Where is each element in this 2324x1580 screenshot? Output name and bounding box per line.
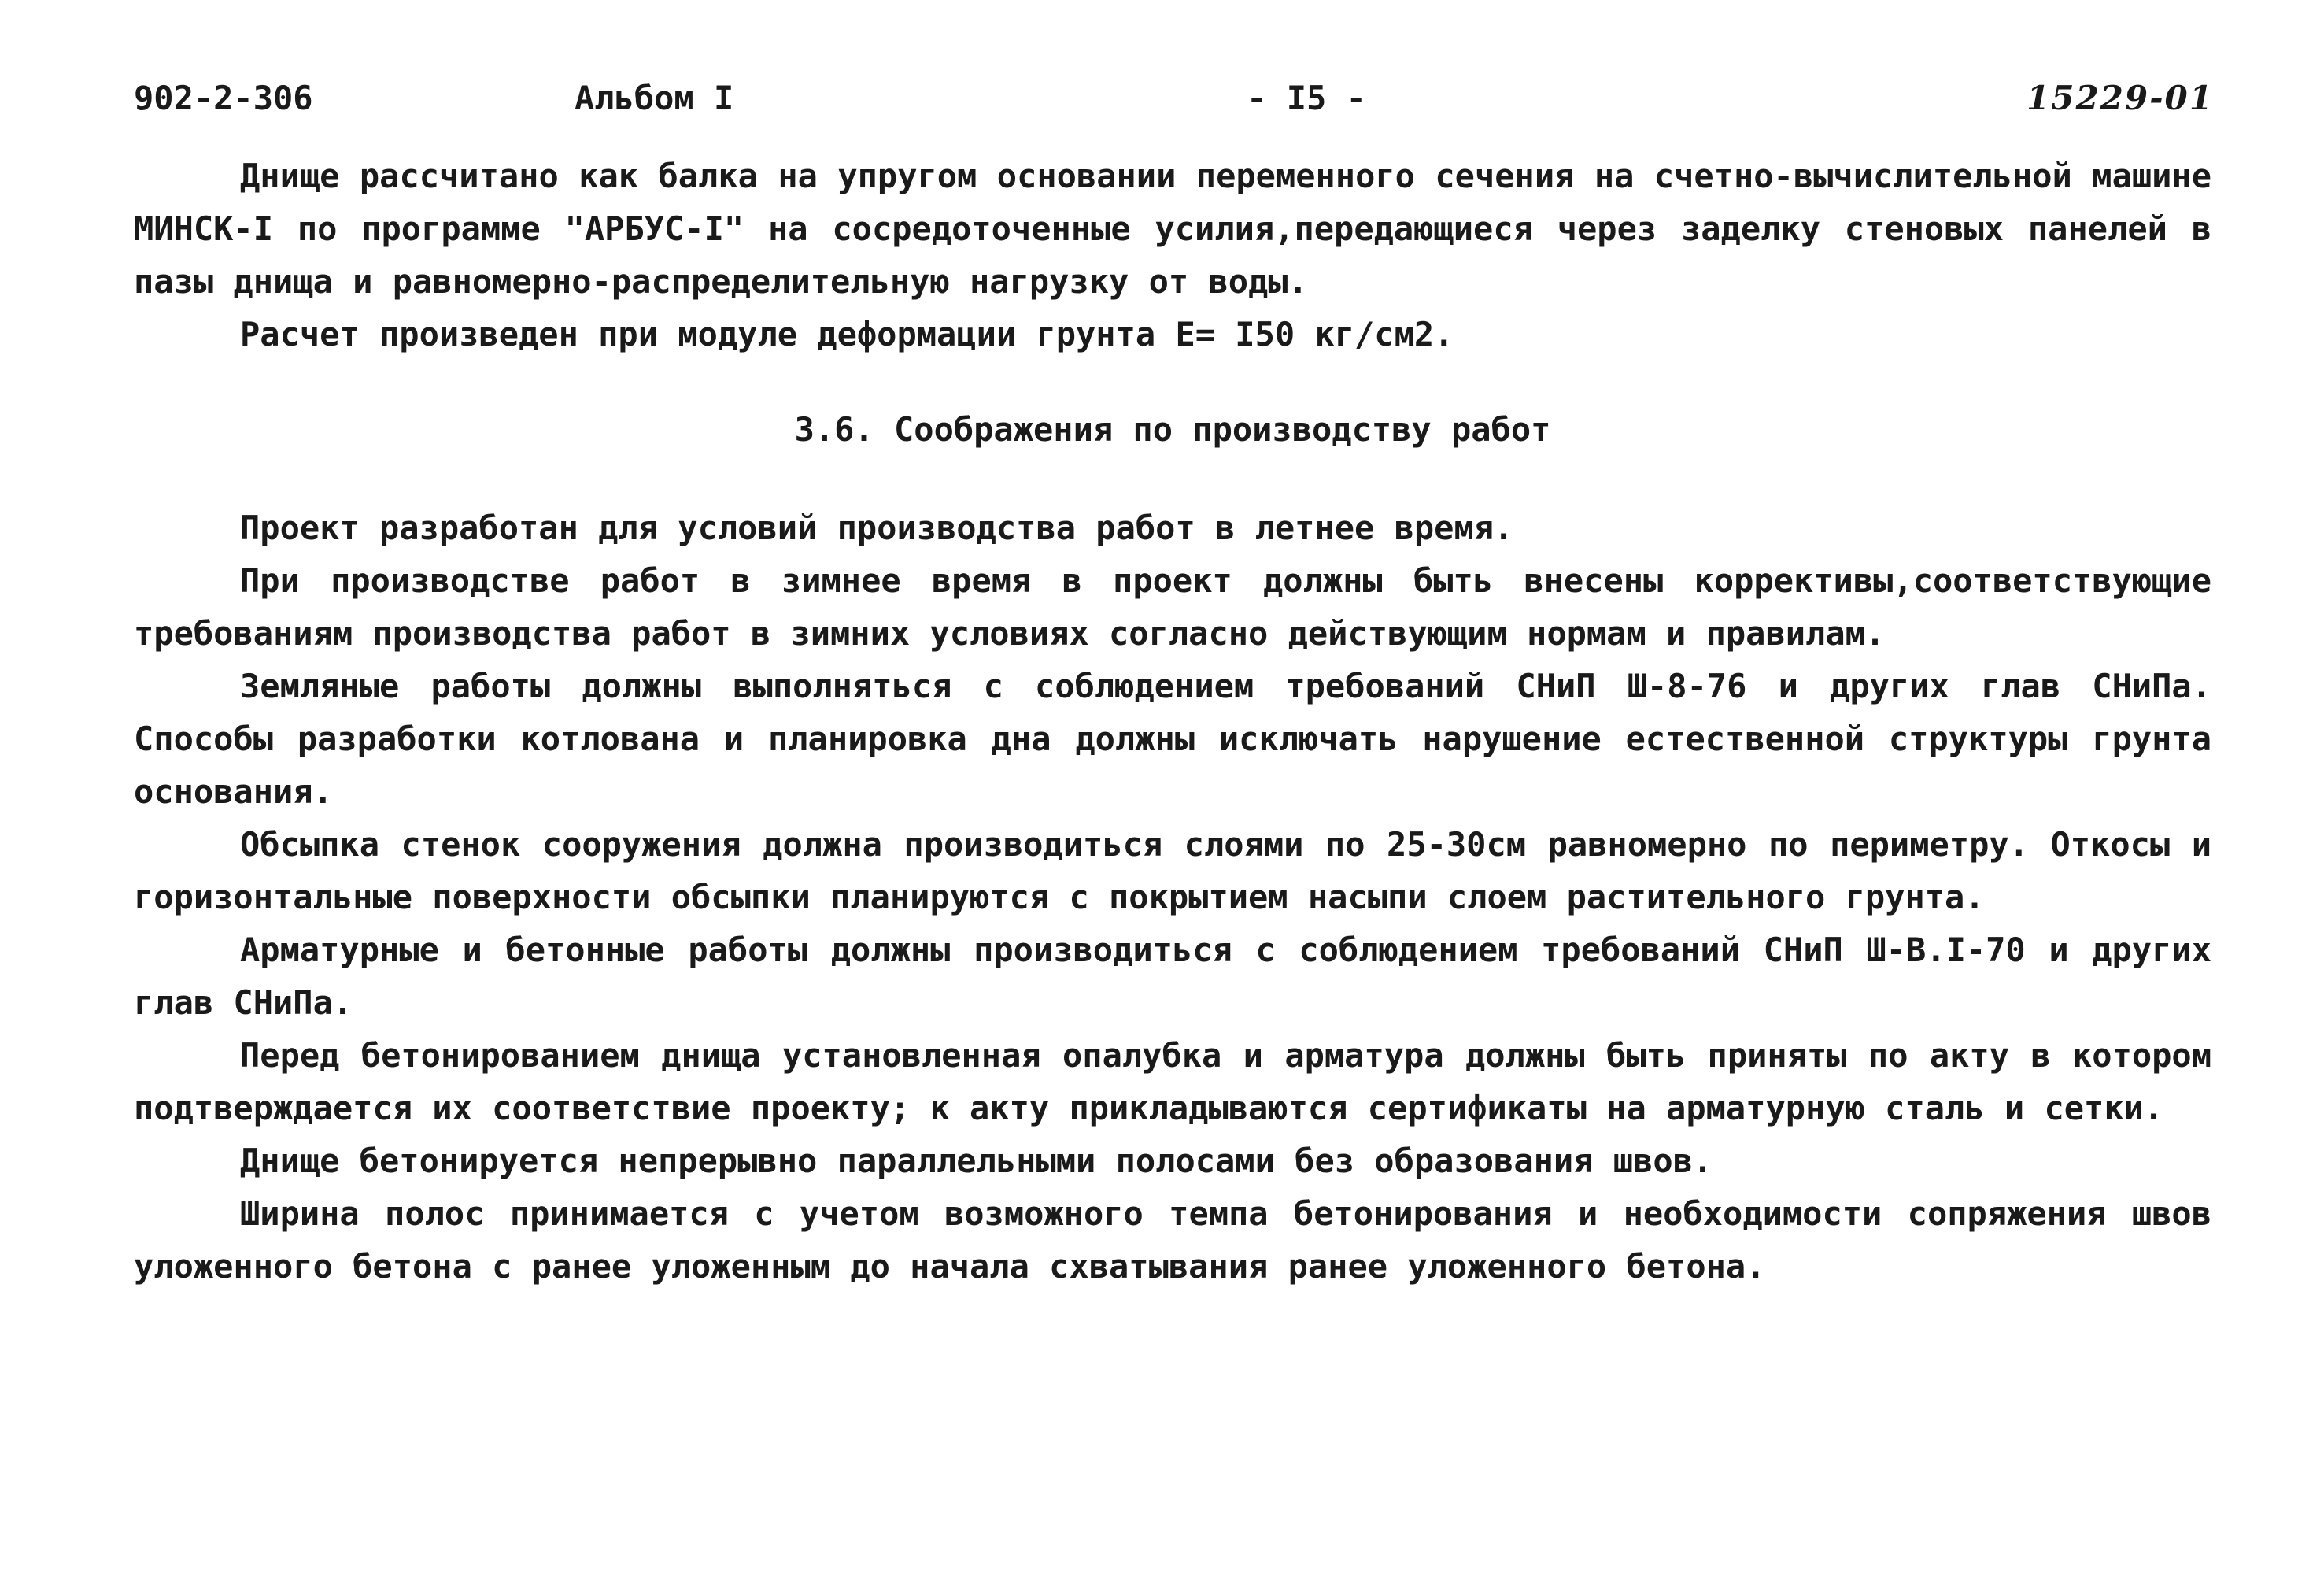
paragraph-winter-works: При производстве работ в зимнее время в проект должны быть внесены коррективы,соответствующие требованиям производства работ в зимних условиях согласно действующим нормам и правилам. bbox=[134, 561, 2211, 653]
paragraph-formwork-acceptance: Перед бетонированием днища установленная опалубка и арматура должны быть приняты по акту в котором подтверждается их соответствие проекту; к акту прикладываются сертификаты на арматурную сталь и сетки. bbox=[134, 1036, 2211, 1127]
paragraph-strip-width: Ширина полос принимается с учетом возможного темпа бетонирования и необходимости сопряжения швов уложенного бетона с ранее уложенным до начала схватывания ранее уложенного бетона. bbox=[134, 1194, 2211, 1286]
paragraph-soil-modulus: Расчет произведен при модуле деформации грунта Е= I50 кг/см2. bbox=[240, 315, 1454, 353]
section-heading: 3.6. Соображения по производству работ bbox=[794, 410, 1551, 449]
paragraph-reinforcement: Арматурные и бетонные работы должны производиться с соблюдением требований СНиП Ш-В.I-70 и других глав СНиПа. bbox=[134, 931, 2211, 1022]
paragraph-concreting: Днище бетонируется непрерывно параллельными полосами без образования швов. bbox=[240, 1142, 1713, 1180]
document-body bbox=[134, 150, 2211, 1293]
page-header bbox=[134, 79, 2214, 126]
page-number: - I5 - bbox=[1247, 79, 1366, 117]
paragraph-earthworks: Земляные работы должны выполняться с соблюдением требований СНиП Ш-8-76 и других глав СНиПа. Способы разработки котлована и планировка дна должны исключать нарушение естественной структуры грунта основания. bbox=[134, 667, 2211, 811]
paragraph-summer-works: Проект разработан для условий производства работ в летнее время. bbox=[240, 509, 1514, 547]
album-label: Альбом I bbox=[575, 79, 734, 117]
paragraph-backfill: Обсыпка стенок сооружения должна производиться слоями по 25-30см равномерно по периметру. Откосы и горизонтальные поверхности обсыпки планируются с покрытием насыпи слоем растительного грунта. bbox=[134, 825, 2211, 916]
registration-number: 15229-01 bbox=[2027, 79, 2214, 117]
paragraph-calculation: Днище рассчитано как балка на упругом основании переменного сечения на счетно-вычислительной машине МИНСК-I по программе "АРБУС-I" на сосредоточенные усилия,передающиеся через заделку стеновых панелей в пазы днища и равномерно-распределительную нагрузку от воды. bbox=[134, 157, 2211, 301]
document-code: 902-2-306 bbox=[134, 79, 313, 117]
